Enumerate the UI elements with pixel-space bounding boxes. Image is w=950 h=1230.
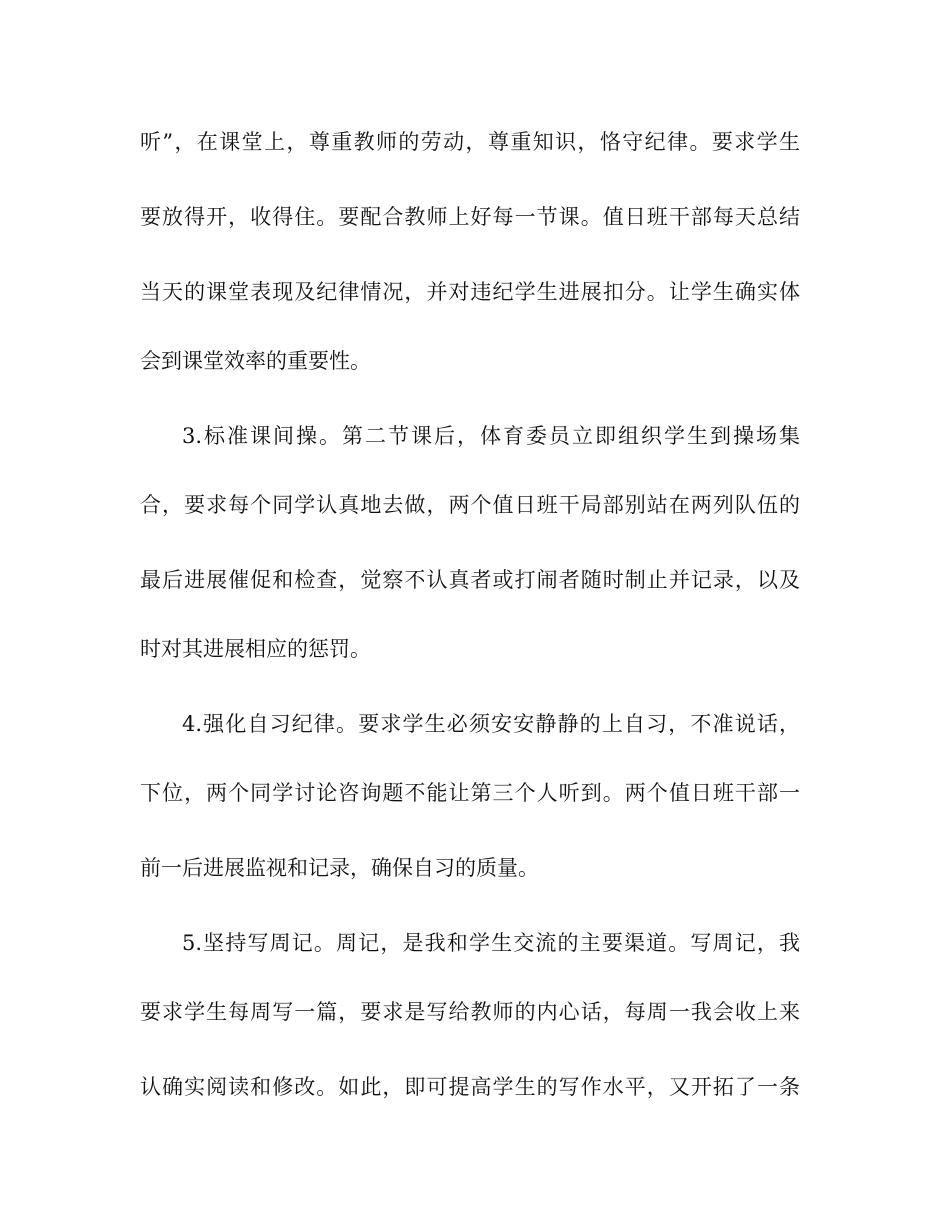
paragraph-line: 时对其进展相应的惩罚。 xyxy=(140,637,371,661)
paragraph-line: 当天的课堂表现及纪律情况，并对违纪学生进展扣分。让学生确实体 xyxy=(140,280,800,304)
paragraph-line-numbered-item-3: 3.标准课间操。第二节课后，体育委员立即组织学生到操场集 xyxy=(182,424,800,448)
paragraph-line: 前一后进展监视和记录，确保自习的质量。 xyxy=(140,856,539,880)
paragraph-line: 下位，两个同学讨论咨询题不能让第三个人听到。两个值日班干部一 xyxy=(140,781,800,805)
paragraph-line: 听”，在课堂上，尊重教师的劳动，尊重知识，恪守纪律。要求学生 xyxy=(140,130,800,154)
paragraph-line: 会到课堂效率的重要性。 xyxy=(140,349,371,373)
paragraph-line: 要放得开，收得住。要配合教师上好每一节课。值日班干部每天总结 xyxy=(140,205,800,229)
paragraph-line: 认确实阅读和修改。如此，即可提高学生的写作水平，又开拓了一条 xyxy=(140,1075,800,1099)
paragraph-line-numbered-item-5: 5.坚持写周记。周记，是我和学生交流的主要渠道。写周记，我 xyxy=(182,931,800,955)
paragraph-line: 要求学生每周写一篇，要求是写给教师的内心话，每周一我会收上来 xyxy=(140,1000,800,1024)
paragraph-line-numbered-item-4: 4.强化自习纪律。要求学生必须安安静静的上自习，不准说话， xyxy=(182,712,800,736)
paragraph-line: 最后进展催促和检查，觉察不认真者或打闹者随时制止并记录，以及 xyxy=(140,568,800,592)
paragraph-line: 合，要求每个同学认真地去做，两个值日班干局部别站在两列队伍的 xyxy=(140,493,800,517)
